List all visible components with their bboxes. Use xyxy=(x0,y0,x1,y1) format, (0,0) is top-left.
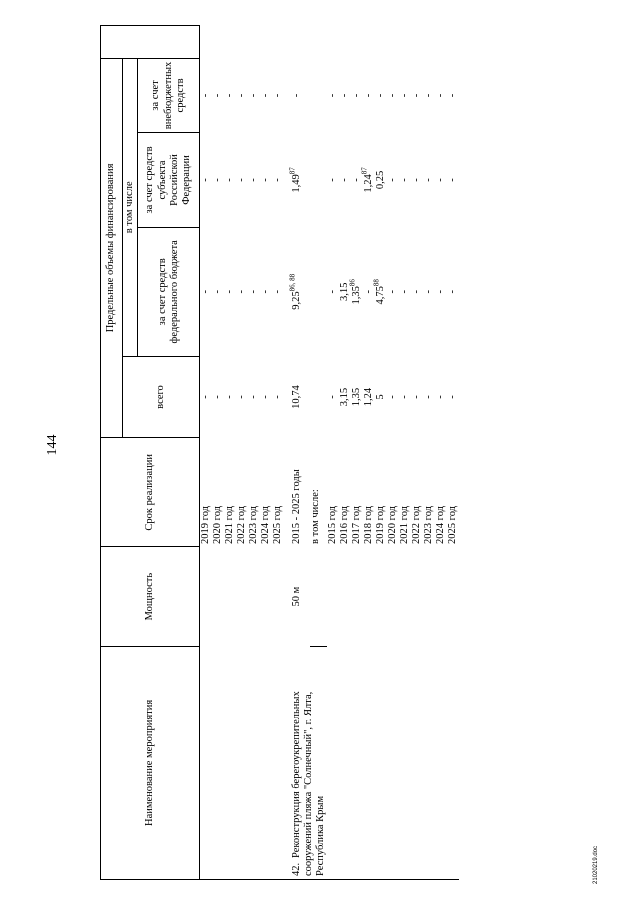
cell-federal: 9,25$^{86, 88}$ xyxy=(288,273,302,310)
cell-empty-last xyxy=(447,26,459,59)
cell-term: 2025 год xyxy=(447,505,459,544)
cell-name xyxy=(339,646,351,879)
cell-empty-last xyxy=(435,26,447,59)
cell-name xyxy=(351,646,363,879)
cell-subject: - xyxy=(447,178,459,182)
table-row xyxy=(411,26,423,880)
cell-extrabudget: - xyxy=(447,93,459,98)
cell-extrabudget: - xyxy=(387,93,398,98)
cell-empty-last xyxy=(423,26,435,59)
cell-power xyxy=(339,547,351,646)
cell-empty-last xyxy=(351,26,363,59)
cell-total xyxy=(310,356,327,437)
cell-power xyxy=(447,547,459,646)
cell-name xyxy=(200,646,213,879)
cell-total: - xyxy=(435,395,447,399)
cell-extrabudget: - xyxy=(423,93,435,98)
cell-empty-last xyxy=(260,26,272,59)
footnote-ref: 86 xyxy=(348,279,357,287)
cell-power xyxy=(411,547,423,646)
cell-empty-last xyxy=(411,26,423,59)
cell-empty-last xyxy=(212,26,224,59)
cell-name xyxy=(272,646,284,879)
cell-federal: - xyxy=(236,290,248,294)
cell-name xyxy=(285,646,327,879)
cell-power xyxy=(272,547,284,646)
cell-term: 2020 год xyxy=(387,505,398,544)
cell-empty-last xyxy=(236,26,248,59)
header-including: в том числе xyxy=(123,58,138,356)
cell-name xyxy=(375,646,387,879)
header-empty-last xyxy=(101,26,200,59)
cell-federal: - xyxy=(362,290,374,294)
cell-name xyxy=(248,646,260,879)
header-total: всего xyxy=(123,356,200,437)
cell-power xyxy=(310,547,327,646)
cell-extrabudget: - xyxy=(399,93,411,98)
cell-total: 5 xyxy=(374,394,386,400)
cell-empty-last xyxy=(399,26,411,59)
page-number: 144 xyxy=(45,434,60,456)
cell-federal: - xyxy=(260,290,272,294)
cell-power xyxy=(399,547,411,646)
cell-empty-last xyxy=(375,26,387,59)
cell-subject: 1,49$^{87}$ xyxy=(288,167,302,193)
cell-federal: - xyxy=(212,290,224,294)
cell-power xyxy=(375,547,387,646)
cell-extrabudget: - xyxy=(435,93,447,98)
cell-name xyxy=(399,646,411,879)
table-row xyxy=(435,26,447,880)
cell-subject: - xyxy=(272,178,284,182)
footnote-ref: 88 xyxy=(372,279,381,287)
cell-subject: - xyxy=(236,178,248,182)
cell-extrabudget: - xyxy=(224,93,236,98)
cell-federal: - xyxy=(224,290,236,294)
cell-power xyxy=(260,547,272,646)
cell-empty-last xyxy=(310,26,327,59)
header-name: Наименование мероприятия xyxy=(101,646,200,879)
financing-table-rotated xyxy=(100,25,610,880)
cell-federal xyxy=(310,227,327,356)
cell-extrabudget: - xyxy=(200,93,212,98)
table-row xyxy=(224,26,236,880)
table-row xyxy=(447,26,459,880)
cell-total: - xyxy=(387,395,398,399)
table-row xyxy=(339,26,351,880)
cell-extrabudget: - xyxy=(326,93,338,98)
cell-power: 50 м xyxy=(290,586,302,607)
cell-subject: - xyxy=(423,178,435,182)
header-power: Мощность xyxy=(101,547,200,646)
cell-name xyxy=(387,646,399,879)
cell-federal: 1,35$^{86}$ xyxy=(348,279,362,305)
document-code: 21020219.doc xyxy=(593,845,599,884)
cell-term: 2022 год xyxy=(411,505,423,544)
cell-extrabudget xyxy=(310,58,327,133)
cell-extrabudget: - xyxy=(236,93,248,98)
cell-federal: - xyxy=(423,290,435,294)
table-row xyxy=(248,26,260,880)
cell-name xyxy=(435,646,447,879)
cell-power xyxy=(423,547,435,646)
cell-name xyxy=(363,646,375,879)
cell-subject: - xyxy=(411,178,423,182)
table-row xyxy=(272,26,284,880)
cell-term: 2020 год xyxy=(212,505,224,544)
cell-federal: - xyxy=(248,290,260,294)
cell-power xyxy=(327,547,339,646)
cell-term: 2016 год xyxy=(338,505,350,544)
cell-empty-last xyxy=(248,26,260,59)
cell-empty-last xyxy=(272,26,284,59)
cell-term: 2021 год xyxy=(399,505,411,544)
cell-subject xyxy=(310,133,327,228)
cell-total: - xyxy=(423,395,435,399)
cell-power xyxy=(351,547,363,646)
cell-name xyxy=(212,646,224,879)
cell-extrabudget: - xyxy=(290,93,302,98)
header-term: Срок реализации xyxy=(101,438,200,547)
cell-power xyxy=(435,547,447,646)
table-row xyxy=(375,26,387,880)
cell-total: - xyxy=(236,395,248,399)
footnote-ref: 86, 88 xyxy=(288,273,296,292)
cell-total: - xyxy=(399,395,411,399)
cell-term: 2015 год xyxy=(326,505,338,544)
cell-term: 2019 год xyxy=(374,505,386,544)
cell-total: - xyxy=(224,395,236,399)
cell-federal: - xyxy=(411,290,423,294)
cell-subject: - xyxy=(326,178,338,182)
cell-subject: 1,24$^{87}$ xyxy=(360,167,374,193)
cell-total: - xyxy=(212,395,224,399)
table-row xyxy=(387,26,399,880)
cell-extrabudget: - xyxy=(272,93,284,98)
cell-subject: - xyxy=(212,178,224,182)
cell-name xyxy=(423,646,435,879)
cell-total: 10,74 xyxy=(290,385,302,409)
cell-total: - xyxy=(260,395,272,399)
cell-term: 2018 год xyxy=(362,505,374,544)
cell-extrabudget: - xyxy=(260,93,272,98)
cell-name xyxy=(411,646,423,879)
cell-power xyxy=(363,547,375,646)
footnote-ref: 87 xyxy=(288,167,296,175)
cell-total: 1,35 xyxy=(350,387,362,407)
cell-name xyxy=(260,646,272,879)
cell-total: 3,15 xyxy=(338,387,350,407)
cell-term: 2015 - 2025 годы xyxy=(290,469,302,544)
cell-term: 2024 год xyxy=(260,505,272,544)
cell-subject: - xyxy=(224,178,236,182)
cell-subject: - xyxy=(387,178,398,182)
cell-total: - xyxy=(326,395,338,399)
cell-federal: 3,15 xyxy=(338,282,350,301)
cell-federal: - xyxy=(435,290,447,294)
cell-power xyxy=(224,547,236,646)
cell-subject: - xyxy=(435,178,447,182)
cell-total: - xyxy=(200,395,212,399)
table-row xyxy=(327,26,339,880)
cell-subject: - xyxy=(260,178,272,182)
cell-term: 2017 год xyxy=(350,505,362,544)
cell-total: - xyxy=(411,395,423,399)
cell-term: 2023 год xyxy=(423,505,435,544)
cell-federal: - xyxy=(326,290,338,294)
cell-federal: - xyxy=(447,290,459,294)
cell-extrabudget: - xyxy=(374,93,386,98)
cell-empty-last xyxy=(200,26,213,59)
cell-power xyxy=(387,547,399,646)
cell-subject: - xyxy=(338,178,350,182)
cell-extrabudget: - xyxy=(411,93,423,98)
cell-power xyxy=(236,547,248,646)
cell-extrabudget: - xyxy=(338,93,350,98)
cell-subject: - xyxy=(200,178,212,182)
table-row xyxy=(260,26,272,880)
table-row xyxy=(399,26,411,880)
cell-extrabudget: - xyxy=(362,93,374,98)
cell-empty-last xyxy=(285,26,310,59)
cell-term: 2019 год xyxy=(200,505,212,544)
item-name: Реконструкция берегоукрепительных сооружений пляжа "Солнечный", г. Ялта, Республика Крым xyxy=(290,691,326,876)
cell-empty-last xyxy=(339,26,351,59)
cell-term: 2021 год xyxy=(224,505,236,544)
cell-power xyxy=(200,547,213,646)
cell-subject: - xyxy=(248,178,260,182)
cell-name xyxy=(327,646,339,879)
cell-term: 2023 год xyxy=(248,505,260,544)
cell-total: - xyxy=(272,395,284,399)
cell-total: - xyxy=(248,395,260,399)
cell-extrabudget: - xyxy=(212,93,224,98)
cell-term: 2022 год xyxy=(236,505,248,544)
cell-total: - xyxy=(447,395,459,399)
cell-term: 2025 год xyxy=(272,505,284,544)
cell-name xyxy=(236,646,248,879)
cell-empty-last xyxy=(327,26,339,59)
cell-subject: - xyxy=(399,178,411,182)
header-subject: за счет средств субъекта Российской Федерации xyxy=(138,133,200,228)
table-row xyxy=(200,26,213,880)
cell-federal: - xyxy=(200,290,212,294)
cell-total: 1,24 xyxy=(362,387,374,407)
table-row xyxy=(423,26,435,880)
table-row-item-42 xyxy=(285,26,310,880)
cell-name xyxy=(447,646,459,879)
header-federal: за счет средств федерального бюджета xyxy=(138,227,200,356)
cell-federal: - xyxy=(387,290,398,294)
cell-term: 2024 год xyxy=(435,505,447,544)
table-row xyxy=(236,26,248,880)
cell-extrabudget: - xyxy=(350,93,362,98)
header-extrabudget: за счет внебюджетных средств xyxy=(138,58,200,133)
table-body xyxy=(200,26,460,880)
cell-power xyxy=(248,547,260,646)
cell-subject: 0,25 xyxy=(374,170,386,190)
table-row xyxy=(212,26,224,880)
cell-empty-last xyxy=(363,26,375,59)
financing-table xyxy=(100,25,459,880)
cell-empty-last xyxy=(387,26,399,59)
cell-extrabudget: - xyxy=(248,93,260,98)
footnote-ref: 87 xyxy=(360,167,369,175)
cell-federal: - xyxy=(399,290,411,294)
cell-power xyxy=(212,547,224,646)
cell-empty-last xyxy=(224,26,236,59)
item-number: 42. xyxy=(290,862,302,876)
cell-federal: - xyxy=(272,290,284,294)
cell-name xyxy=(224,646,236,879)
cell-term: в том числе: xyxy=(309,489,321,544)
table-row xyxy=(363,26,375,880)
cell-federal: 4,75$^{88}$ xyxy=(372,279,386,305)
table-row xyxy=(351,26,363,880)
header-financing-limits: Предельные объемы финансирования xyxy=(101,58,123,437)
cell-subject: - xyxy=(350,178,362,182)
